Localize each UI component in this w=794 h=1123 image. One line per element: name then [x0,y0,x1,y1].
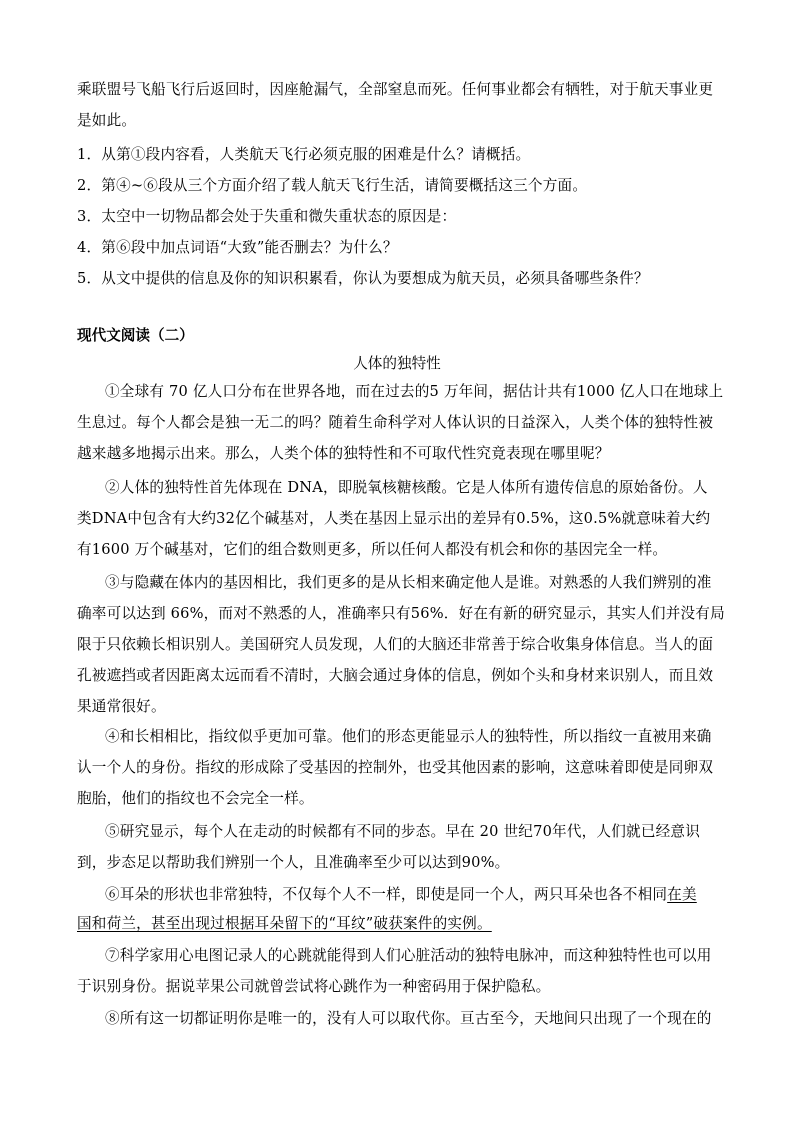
paragraph-3-line: 限于只依赖长相识别人。美国研究人员发现，人们的大脑还非常善于综合收集身体信息。当人的面 [77,636,714,653]
article-title: 人体的独特性 [353,355,441,372]
paragraph-5-line: ⑤研究显示，每个人在走动的时候都有不同的步态。早在 20 世纪70年代，人们就已经意识 [105,823,700,840]
underlined-phrase: 国和荷兰，甚至出现过根据耳朵留下的“耳纹”破获案件的实例。 [77,915,492,932]
paragraph-4-line: 认一个人的身份。指纹的形成除了受基因的控制外，也受其他因素的影响，这意味着即使是同卵双 [77,759,714,776]
question-5: 5．从文中提供的信息及你的知识积累看，你认为要想成为航天员，必须具备哪些条件？ [77,270,649,287]
question-2: 2．第④~⑥段从三个方面介绍了载人航天飞行生活，请简要概括这三个方面。 [77,177,588,194]
paragraph-1-line: 越来越多地揭示出来。那么，人类个体的独特性和不可取代性究竟表现在哪里呢？ [77,445,610,462]
paragraph-7-line: 于识别身份。据说苹果公司就曾尝试将心跳作为一种密码用于保护隐私。 [77,978,551,995]
paragraph-2-line: 有1600 万个碱基对，它们的组合数则更多，所以任何人都没有机会和你的基因完全一样。 [77,541,668,558]
paragraph-4-line: 胞胎，他们的指纹也不会完全一样。 [77,790,314,807]
paragraph-6-line [105,885,697,905]
paragraph-3-line: 孔被遮挡或者因距离太远而看不清时，大脑会通过身体的信息，例如个头和身材来识别人，而且效 [77,667,714,684]
section-title: 现代文阅读（二） [77,327,194,344]
paragraph-2-line: 类DNA中包含有大约32亿个碱基对，人类在基因上显示出的差异有0.5%，这0.5%就意味着大约 [77,510,711,527]
intro-line: 乘联盟号飞船飞行后返回时，因座舱漏气，全部窒息而死。任何事业都会有牺牲，对于航天事业更 [77,81,714,98]
underlined-phrase: 在美 [667,886,697,903]
paragraph-3-line: 确率可以达到 66%，而对不熟悉的人，准确率只有56%．好在有新的研究显示，其实人们并没有局 [77,605,725,622]
paragraph-3-line: ③与隐藏在体内的基因相比，我们更多的是从长相来确定他人是谁。对熟悉的人我们辨别的准 [105,574,712,591]
paragraph-1-line: ①全球有 70 亿人口分布在世界各地，而在过去的5 万年间，据估计共有1000 亿人口在地球上 [105,383,724,400]
paragraph-1-line: 生息过。每个人都会是独一无二的吗？随着生命科学对人体认识的日益深入，人类个体的独特性被 [77,414,714,431]
question-1: 1．从第①段内容看，人类航天飞行必须克服的困难是什么？请概括。 [77,146,531,163]
question-3: 3．太空中一切物品都会处于失重和微失重状态的原因是： [77,208,457,225]
paragraph-5-line: 到，步态足以帮助我们辨别一个人，且准确率至少可以达到90%。 [77,854,510,871]
paragraph-6-line [77,914,492,934]
question-4: 4．第⑥段中加点词语“大致”能否删去？为什么？ [77,239,398,256]
intro-line: 是如此。 [77,112,137,129]
paragraph-6-text: ⑥耳朵的形状也非常独特，不仅每个人不一样，即使是同一个人，两只耳朵也各不相同 [105,886,668,903]
paragraph-2-line: ②人体的独特性首先体现在 DNA，即脱氧核糖核酸。它是人体所有遗传信息的原始备份。人 [105,479,708,496]
paragraph-4-line: ④和长相相比，指纹似乎更加可靠。他们的形态更能显示人的独特性，所以指纹一直被用来确 [105,728,712,745]
paragraph-8-line: ⑧所有这一切都证明你是唯一的，没有人可以取代你。亘古至今，天地间只出现了一个现在的 [105,1010,712,1027]
paragraph-3-line: 果通常很好。 [77,698,166,715]
paragraph-7-line: ⑦科学家用心电图记录人的心跳就能得到人们心脏活动的独特电脉冲，而这种独特性也可以用 [105,947,712,964]
